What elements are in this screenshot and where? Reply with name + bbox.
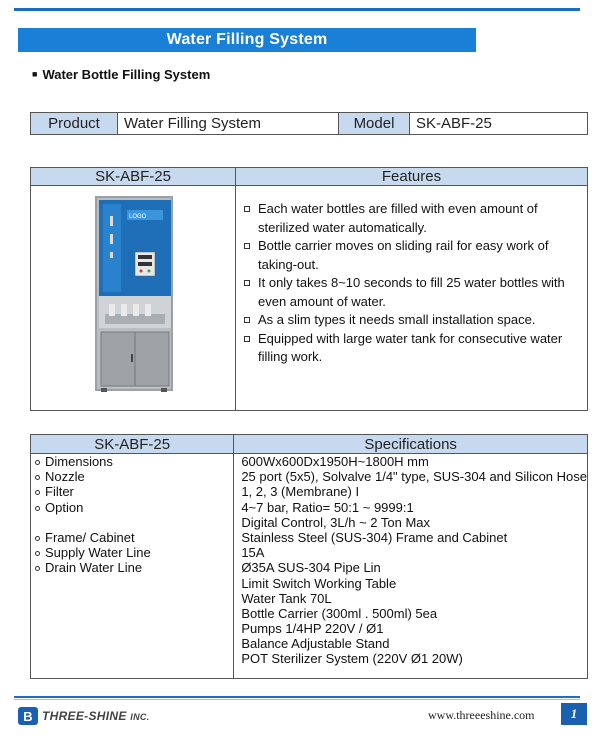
machine-image <box>31 186 235 405</box>
spec-label-spacer <box>35 515 233 530</box>
spec-value: 15A <box>241 545 265 561</box>
features-model-header: SK-ABF-25 <box>31 168 236 186</box>
spec-value: Digital Control, 3L/h ~ 2 Ton Max <box>241 514 431 530</box>
spec-label: Drain Water Line <box>35 560 233 575</box>
circle-bullet-icon <box>35 506 40 511</box>
svg-text:LOGO: LOGO <box>129 214 147 220</box>
product-value: Water Filling System <box>118 113 339 135</box>
checkbox-bullet-icon <box>244 280 250 286</box>
spec-value: Balance Adjustable Stand <box>241 636 390 652</box>
feature-item: Equipped with large water tank for consecutive water filling work. <box>244 330 581 367</box>
logo-text: THREE-SHINE INC. <box>42 709 150 723</box>
logo-mark-icon: B <box>18 707 38 725</box>
footer-rule-secondary <box>14 699 580 700</box>
subtitle-text: Water Bottle Filling System <box>42 67 211 82</box>
spec-label: Nozzle <box>35 469 233 484</box>
circle-bullet-icon <box>35 551 40 556</box>
model-value: SK-ABF-25 <box>410 113 588 135</box>
product-image-cell <box>31 186 236 411</box>
spec-value: Water Tank 70L <box>241 590 332 606</box>
circle-bullet-icon <box>35 536 40 541</box>
features-header: Features <box>236 168 588 186</box>
features-cell <box>236 186 588 411</box>
checkbox-bullet-icon <box>244 336 250 342</box>
spec-values-cell <box>234 454 588 679</box>
spec-value: Stainless Steel (SUS-304) Frame and Cabinet <box>241 529 508 545</box>
checkbox-bullet-icon <box>244 243 250 249</box>
company-logo <box>18 707 149 725</box>
checkbox-bullet-icon <box>244 317 250 323</box>
bullet-icon: ■ <box>32 69 38 79</box>
footer-rule <box>14 696 580 698</box>
spec-label: Supply Water Line <box>35 545 233 560</box>
feature-item: It only takes 8~10 seconds to fill 25 water bottles with even amount of water. <box>244 274 581 311</box>
circle-bullet-icon <box>35 460 40 465</box>
circle-bullet-icon <box>35 566 40 571</box>
section-subtitle <box>32 67 210 82</box>
spec-label: Dimensions <box>35 454 233 469</box>
specifications-table <box>30 434 588 679</box>
feature-item: Each water bottles are filled with even amount of sterilized water automatically. <box>244 200 581 237</box>
feature-item: Bottle carrier moves on sliding rail for easy work of taking-out. <box>244 237 581 274</box>
spec-value: Limit Switch Working Table <box>241 575 397 591</box>
spec-labels-cell <box>31 454 234 679</box>
spec-value: POT Sterilizer System (220V Ø1 20W) <box>241 651 463 667</box>
spec-value: 1, 2, 3 (Membrane) I <box>241 484 360 500</box>
product-label: Product <box>31 113 118 135</box>
spec-value: Bottle Carrier (300ml . 500ml) 5ea <box>241 605 438 621</box>
specs-header: Specifications <box>234 435 588 454</box>
product-table <box>30 112 588 135</box>
features-table <box>30 167 588 411</box>
page-number: 1 <box>561 703 587 725</box>
top-rule <box>14 8 580 11</box>
spec-label: Frame/ Cabinet <box>35 530 233 545</box>
circle-bullet-icon <box>35 475 40 480</box>
spec-value: Pumps 1/4HP 220V / Ø1 <box>241 621 384 637</box>
website-link[interactable]: www.threeeshine.com <box>428 708 535 722</box>
spec-label: Filter <box>35 484 233 499</box>
checkbox-bullet-icon <box>244 206 250 212</box>
spec-value: 25 port (5x5), Solvalve 1/4" type, SUS-304 and Silicon Hose <box>241 469 587 485</box>
spec-value: 600Wx600Dx1950H~1800H mm <box>241 454 429 469</box>
specs-model-header: SK-ABF-25 <box>31 435 234 454</box>
feature-item: As a slim types it needs small installation space. <box>244 311 581 330</box>
model-label: Model <box>339 113 410 135</box>
spec-value: Ø35A SUS-304 Pipe Lin <box>241 560 381 576</box>
spec-label: Option <box>35 500 233 515</box>
spec-value: 4~7 bar, Ratio= 50:1 ~ 9999:1 <box>241 499 414 515</box>
page-title: Water Filling System <box>18 28 476 52</box>
features-list <box>236 186 587 367</box>
circle-bullet-icon <box>35 490 40 495</box>
